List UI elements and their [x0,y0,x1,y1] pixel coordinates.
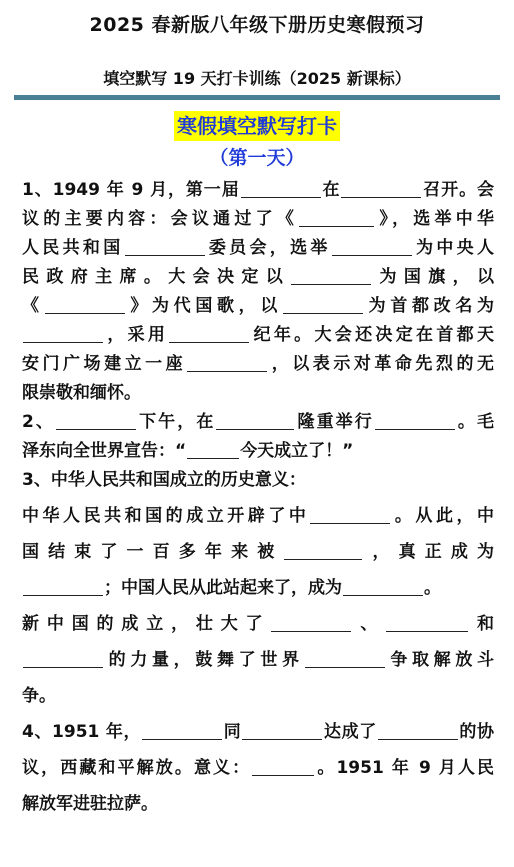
q1-line-7: 安门广场建立一座 ，以表示对革命先烈的无 [22,354,495,374]
blank[interactable] [375,412,455,430]
blank[interactable] [169,325,249,343]
blank[interactable] [125,238,205,256]
q1-line-8: 限崇敬和缅怀。 [22,383,141,403]
blank[interactable] [241,180,321,198]
exercise-body [22,176,494,819]
q3-line-2: 国结束了一百多年来被 ，真正成为 [22,542,495,562]
blank[interactable] [378,722,458,740]
blank[interactable] [187,441,239,459]
q1-line-4: 民政府主席。大会决定以 为国旗，以 [22,267,494,287]
blank[interactable] [291,267,371,285]
blank[interactable] [252,758,314,776]
page-title: 2025 春新版八年级下册历史寒假预习 [89,14,425,36]
q4-line-3: 解放军进驻拉萨。 [22,794,158,814]
blank[interactable] [284,542,362,560]
q3-heading: 3、中华人民共和国成立的历史意义： [22,470,306,490]
q4-line-1: 4、1951 年， 同 达成了 的协 [22,722,495,742]
q4-line-2: 议，西藏和平解放。意义： 。1951 年 9 月人民 [22,758,495,778]
blank[interactable] [271,614,351,632]
q3-line-1: 中华人民共和国的成立开辟了中 。从此，中 [22,506,495,526]
q2-line-1: 2、 下午，在 隆重举行 。毛 [22,412,495,432]
blank[interactable] [305,650,385,668]
q1-line-5: 《 》为代国歌，以 为首都改名为 [22,296,495,316]
q3-line-6: 争。 [22,686,56,706]
q1-line-1: 1、1949 年 9 月，第一届 在 召开。会 [22,180,494,200]
blank[interactable] [23,325,103,343]
blank[interactable] [386,614,468,632]
blank[interactable] [242,722,322,740]
blank[interactable] [341,180,421,198]
q3-line-3: ；中国人民从此站起来了，成为 。 [22,574,494,603]
q3-line-5: 的力量，鼓舞了世界 争取解放斗 [22,646,494,675]
page-subtitle: 填空默写 19 天打卡训练（2025 新课标） [103,69,411,88]
blank[interactable] [343,578,423,596]
blank[interactable] [332,238,412,256]
blank[interactable] [45,296,125,314]
blank[interactable] [56,412,136,430]
q1-line-6: ，采用 纪年。大会还决定在首都天 [22,321,494,350]
blank[interactable] [299,209,374,227]
q1-line-3: 人民共和国 委员会，选举 为中央人 [22,238,494,258]
blank[interactable] [283,296,363,314]
header-divider [14,95,500,100]
blank[interactable] [310,506,390,524]
day-label: （第一天） [209,147,305,169]
blank[interactable] [187,354,267,372]
q1-line-2: 议的主要内容：会议通过了《 》，选举中华 [22,209,495,229]
section-banner: 寒假填空默写打卡 [174,111,340,141]
blank[interactable] [142,722,222,740]
q3-line-4: 新中国的成立，壮大了 、 和 [22,614,495,634]
q2-line-2: 泽东向全世界宣告：“ 今天成立了！” [22,441,354,461]
blank[interactable] [23,578,103,596]
banner-row [0,111,514,141]
blank[interactable] [216,412,294,430]
blank[interactable] [23,650,103,668]
